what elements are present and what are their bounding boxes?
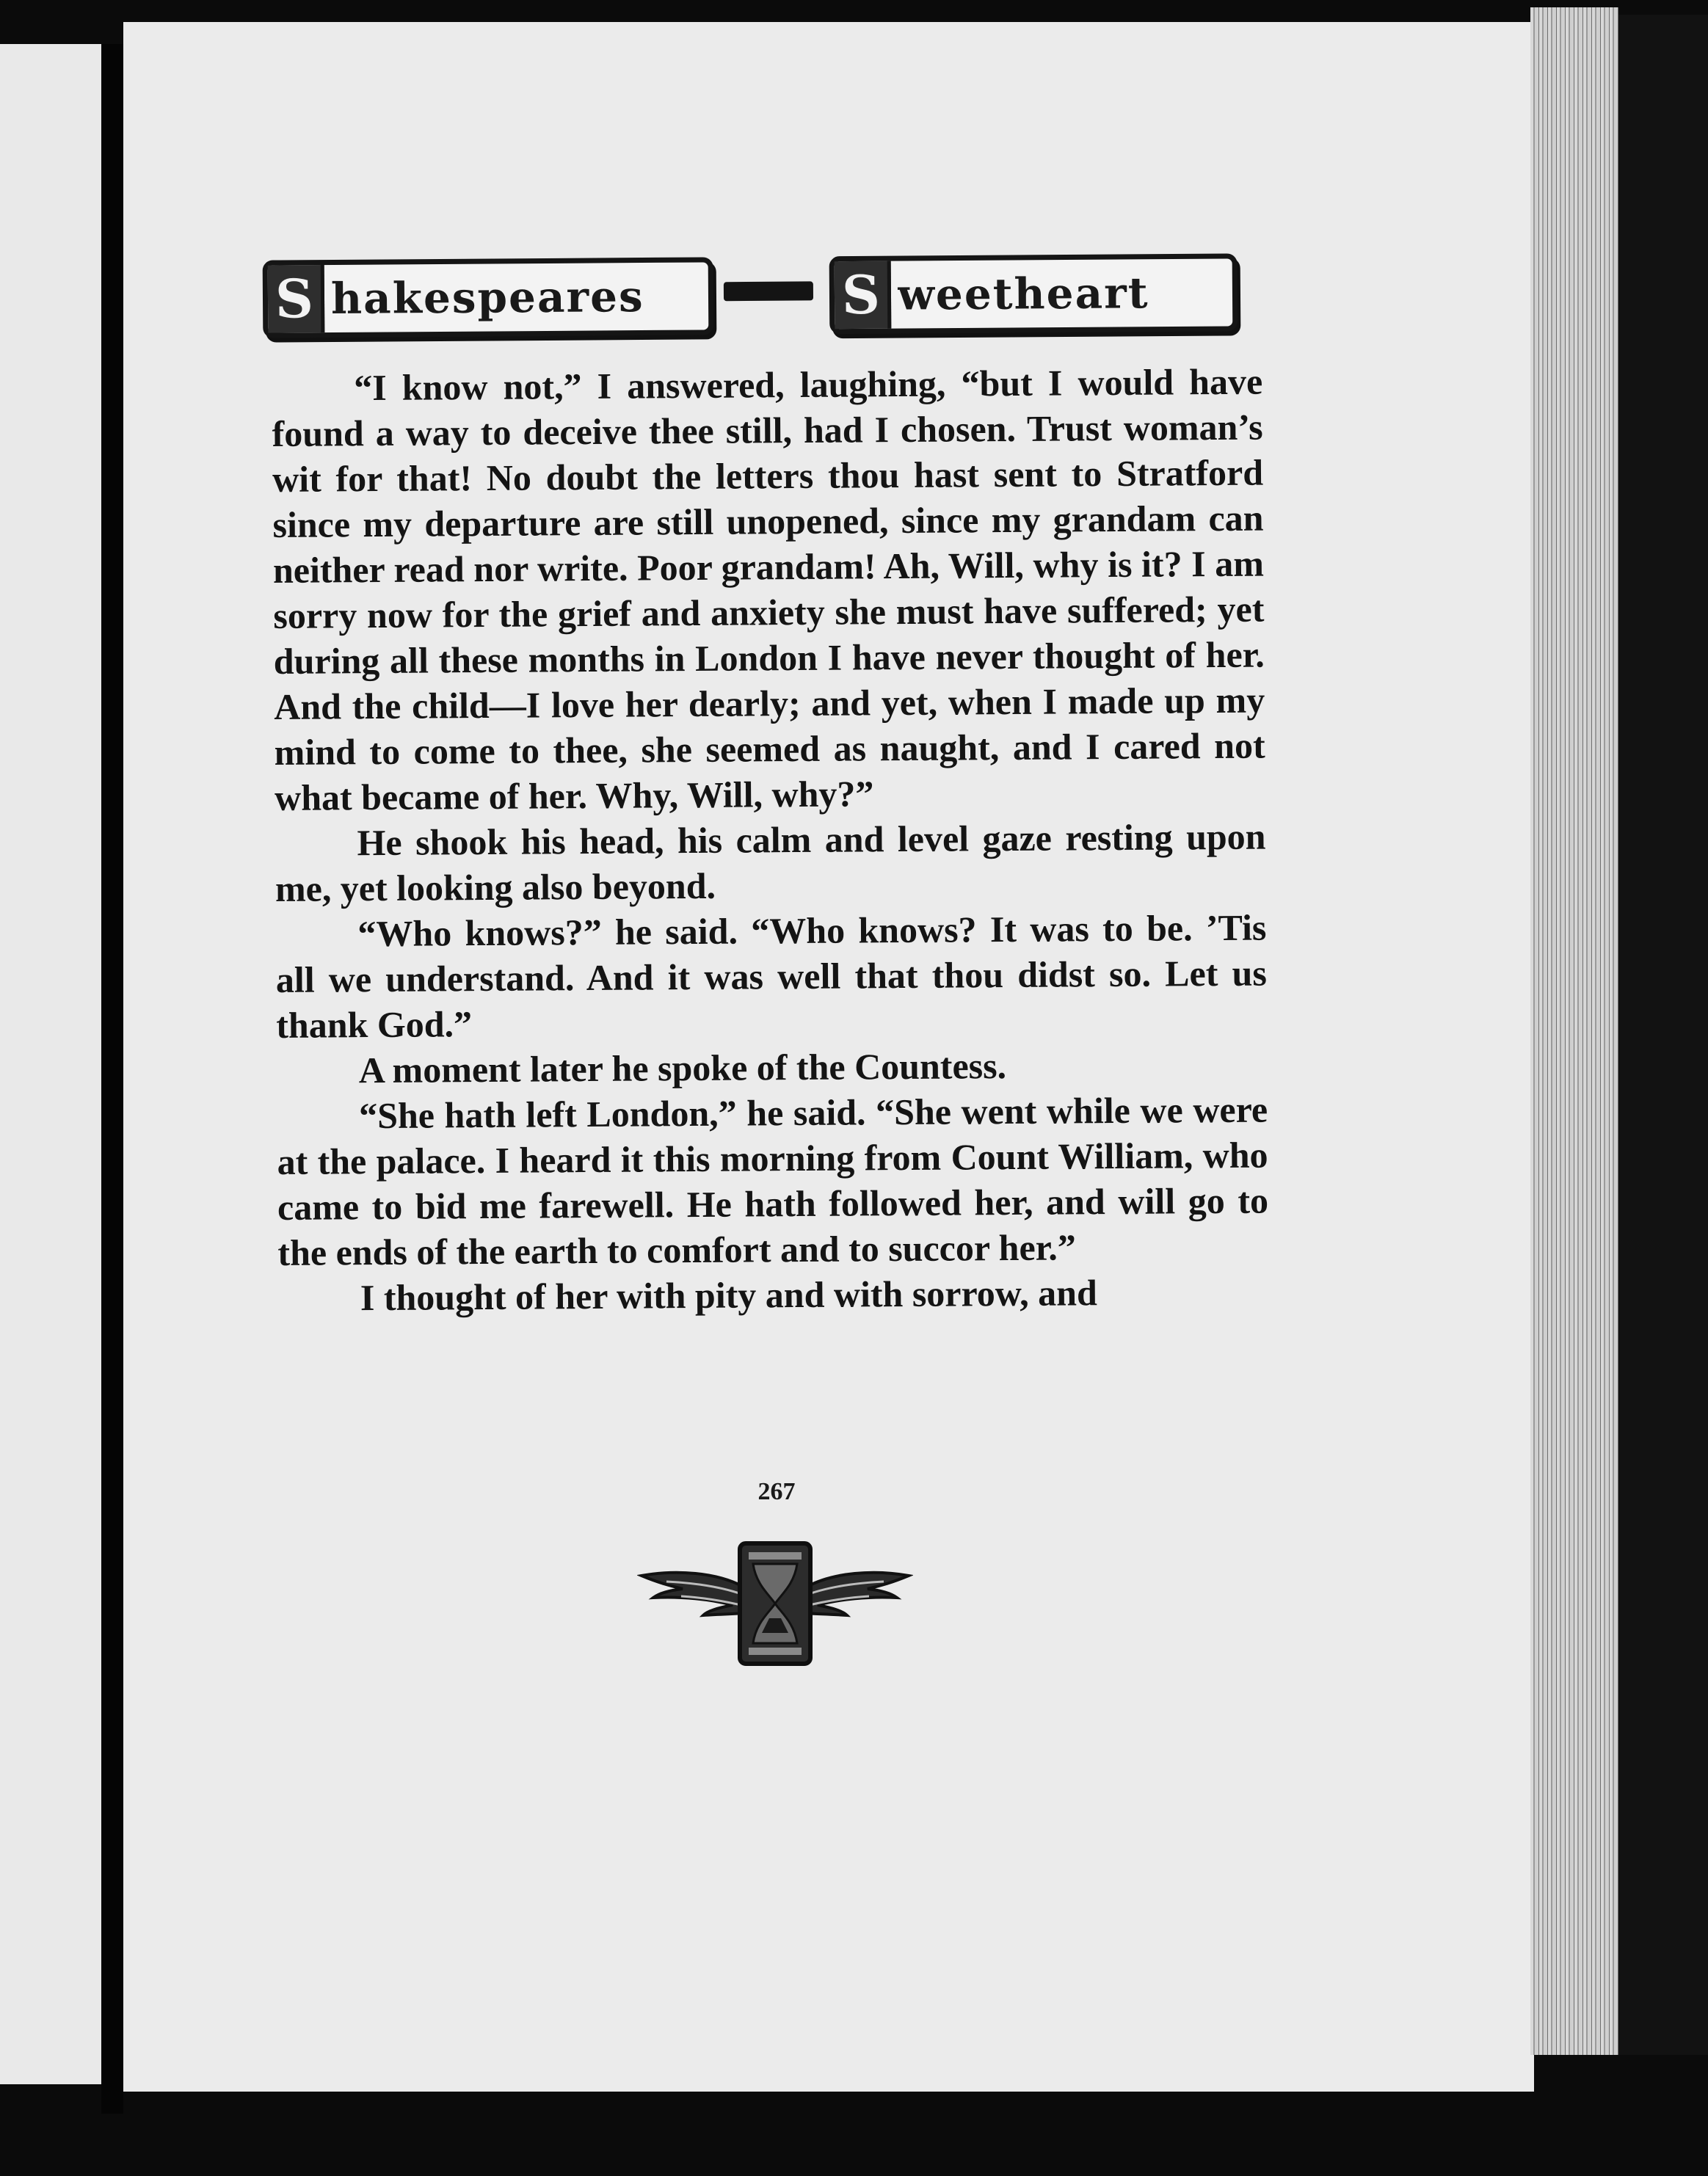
paragraph: “Who knows?” he said. “Who knows? It was to be. ’Tis all we understand. And it was well that thou didst so. Let us thank God.” [275,906,1268,1046]
page-number: 267 [757,1478,796,1505]
header-dash [724,281,813,301]
paragraph: I thought of her with pity and with sorrow, and [360,1272,1097,1319]
header-word-sweetheart [829,253,1238,334]
header-initial-2: S [835,261,892,330]
left-page-edge [0,44,103,2084]
running-header [263,253,1240,341]
paragraph: A moment later he spoke of the Countess. [358,1045,1007,1091]
paragraph: “She hath left London,” he said. “She went while we were at the palace. I heard it this morning from Count William, who came to bid me farewell. He hath followed her, and will go to the ends of the earth to comfort and to succor her.” [277,1088,1269,1273]
header-initial-1: S [268,265,325,333]
paragraph: He shook his head, his calm and level gaze resting upon me, yet looking also beyond. [275,815,1266,909]
header-word-1-text: hakespeares [330,272,644,324]
page-edges-shadow [1618,15,1708,2055]
page-edges [1530,7,1618,2055]
header-word-2-text: weetheart [897,268,1149,320]
body-text [272,359,1269,1321]
paragraph: “I know not,” I answered, laughing, “but I would have found a way to deceive thee still, had I chosen. Trust woman’s wit for that! No doubt the letters thou hast sent to Stratford since my departure are still unopened, since my grandam can neither read nor write. Poor grandam! Ah, Will, why is it? I am sorry now for the grief and anxiety she must have suffered; yet during all these months in London I have never thought of her. And the child—I love her dearly; and yet, when I made up my mind to come to thee, she seemed as naught, and I cared not what became of her. Why, Will, why?” [272,360,1265,818]
header-word-shakespeares [263,257,714,338]
book-gutter [101,44,123,2114]
winged-hourglass-icon [637,1538,913,1670]
